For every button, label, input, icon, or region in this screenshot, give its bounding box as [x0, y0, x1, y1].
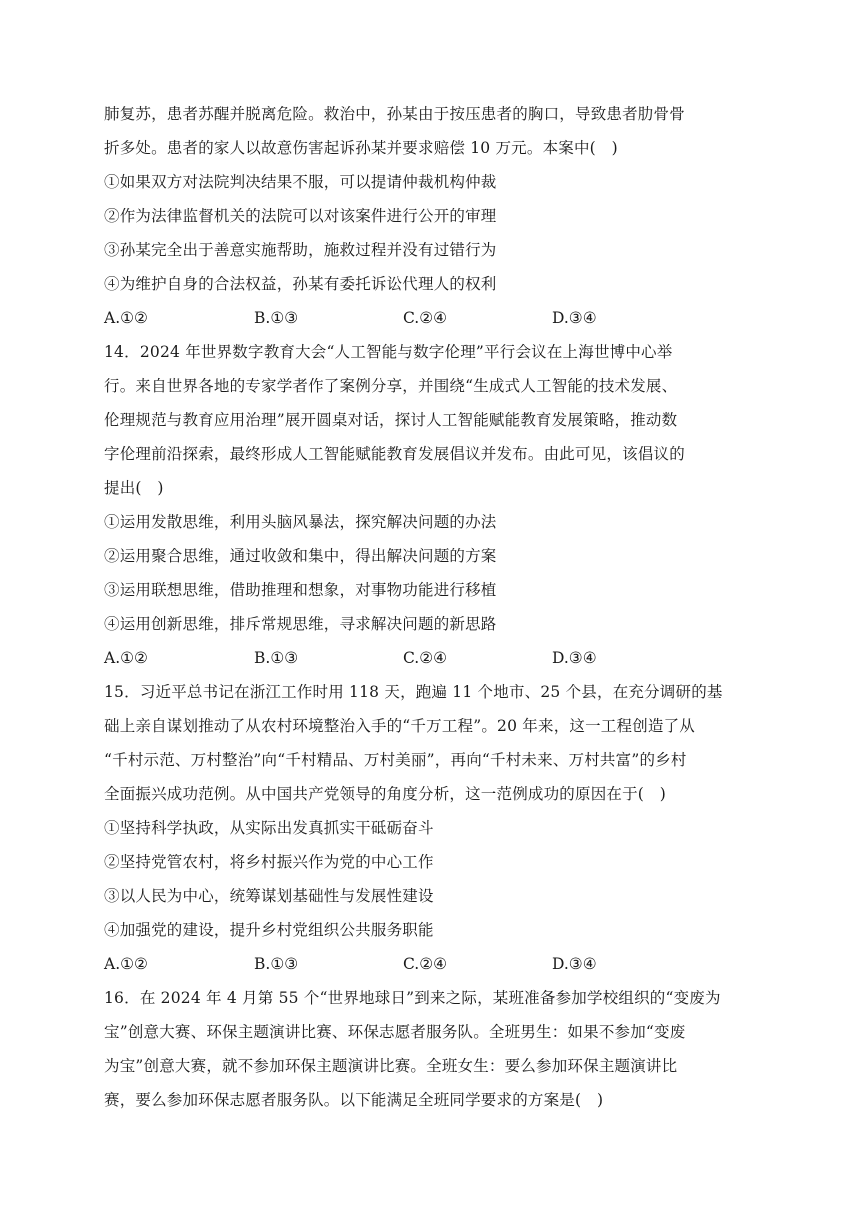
q14-stem-line-3: 伦理规范与教育应用治理”展开圆桌对话，探讨人工智能赋能教育发展策略，推动数 [104, 411, 678, 429]
q15-option-b[interactable]: B.①③ [254, 955, 299, 973]
q14-statement-1: ①运用发散思维，利用头脑风暴法，探究解决问题的办法 [104, 513, 497, 531]
q14-option-c[interactable]: C.②④ [403, 649, 448, 667]
q13-statement-2: ②作为法律监督机关的法院可以对该案件进行公开的审理 [104, 207, 497, 225]
q14-stem-line-2: 行。来自世界各地的专家学者作了案例分享，并围绕“生成式人工智能的技术发展、 [104, 377, 678, 395]
q15-stem-line-2: 础上亲自谋划推动了从农村环境整治入手的“千万工程”。20 年来，这一工程创造了从 [104, 717, 696, 735]
q15-option-d[interactable]: D.③④ [552, 955, 597, 973]
q14-option-b[interactable]: B.①③ [254, 649, 299, 667]
q13-statement-4: ④为维护自身的合法权益，孙某有委托诉讼代理人的权利 [104, 275, 497, 293]
q14-option-d[interactable]: D.③④ [552, 649, 597, 667]
q14-stem-line-4: 字伦理前沿探索，最终形成人工智能赋能教育发展倡议并发布。由此可见，该倡议的 [104, 445, 685, 463]
q13-statement-3: ③孙某完全出于善意实施帮助，施救过程并没有过错行为 [104, 241, 497, 259]
q15-statement-1: ①坚持科学执政，从实际出发真抓实干砥砺奋斗 [104, 819, 434, 837]
q15-statement-3: ③以人民为中心，统筹谋划基础性与发展性建设 [104, 887, 434, 905]
q13-options [104, 308, 764, 328]
q13-stem-line-2: 折多处。患者的家人以故意伤害起诉孙某并要求赔偿 10 万元。本案中( ) [104, 139, 618, 157]
q16-stem-line-3: 为宝”创意大赛，就不参加环保主题演讲比赛。全班女生：要么参加环保主题演讲比 [104, 1057, 678, 1075]
q14-options [104, 648, 764, 668]
q13-option-c[interactable]: C.②④ [403, 309, 448, 327]
q15-stem-line-1: 15．习近平总书记在浙江工作时用 118 天，跑遍 11 个地市、25 个县，在充分调研的基 [104, 683, 723, 701]
q14-statement-4: ④运用创新思维，排斥常规思维，寻求解决问题的新思路 [104, 615, 497, 633]
q13-option-a[interactable]: A.①② [104, 309, 148, 327]
q16-stem-line-2: 宝”创意大赛、环保主题演讲比赛、环保志愿者服务队。全班男生：如果不参加“变废 [104, 1023, 686, 1041]
q13-option-d[interactable]: D.③④ [552, 309, 597, 327]
q13-stem-line-1: 肺复苏，患者苏醒并脱离危险。救治中，孙某由于按压患者的胸口，导致患者肋骨骨 [104, 105, 685, 123]
q16-stem-line-1: 16．在 2024 年 4 月第 55 个“世界地球日”到来之际，某班准备参加学校组织的“变废为 [104, 989, 721, 1007]
q15-option-c[interactable]: C.②④ [403, 955, 448, 973]
q14-stem-line-5: 提出( ) [104, 479, 164, 497]
q13-option-b[interactable]: B.①③ [254, 309, 299, 327]
q15-statement-4: ④加强党的建设，提升乡村党组织公共服务职能 [104, 921, 434, 939]
q14-statement-3: ③运用联想思维，借助推理和想象，对事物功能进行移植 [104, 581, 497, 599]
q15-stem-line-4: 全面振兴成功范例。从中国共产党领导的角度分析，这一范例成功的原因在于( ) [104, 785, 666, 803]
q15-statement-2: ②坚持党管农村，将乡村振兴作为党的中心工作 [104, 853, 434, 871]
q16-stem-line-4: 赛，要么参加环保志愿者服务队。以下能满足全班同学要求的方案是( ) [104, 1091, 604, 1109]
q15-stem-line-3: “千村示范、万村整治”向“千村精品、万村美丽”，再向“千村未来、万村共富”的乡村 [104, 751, 687, 769]
q14-option-a[interactable]: A.①② [104, 649, 148, 667]
q14-stem-line-1: 14．2024 年世界数字教育大会“人工智能与数字伦理”平行会议在上海世博中心举 [104, 343, 673, 361]
q15-option-a[interactable]: A.①② [104, 955, 148, 973]
q14-statement-2: ②运用聚合思维，通过收敛和集中，得出解决问题的方案 [104, 547, 497, 565]
q15-options [104, 954, 764, 974]
q13-statement-1: ①如果双方对法院判决结果不服，可以提请仲裁机构仲裁 [104, 173, 497, 191]
